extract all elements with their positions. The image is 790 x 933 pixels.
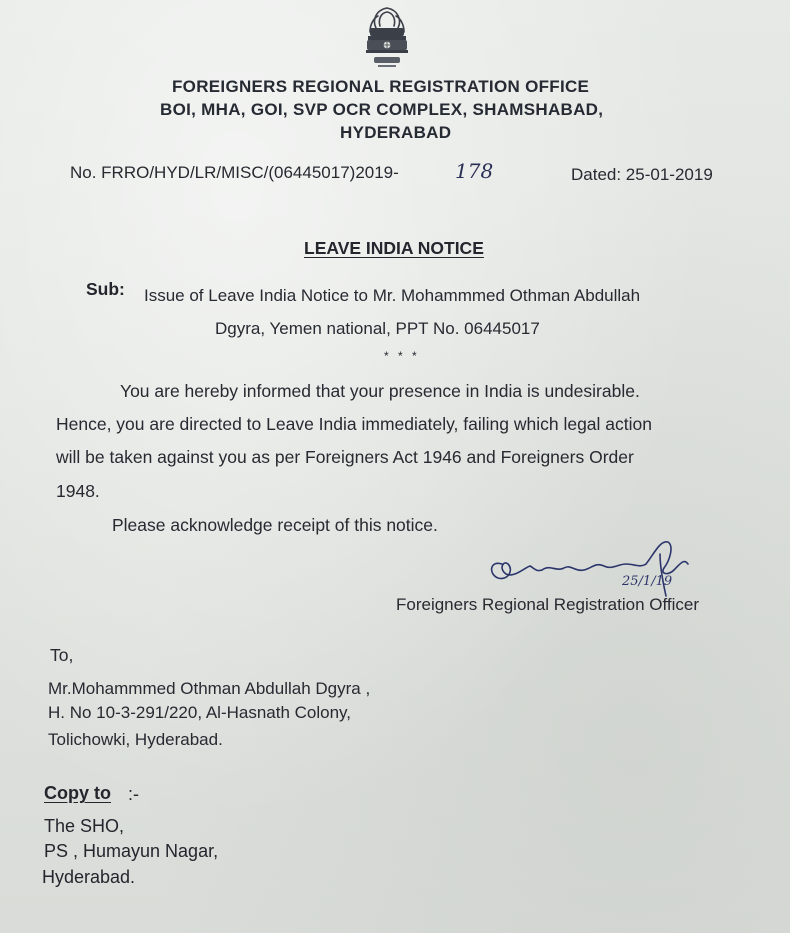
paragraph-line: 1948.	[56, 481, 100, 501]
recipient-address-line: Mr.Mohammmed Othman Abdullah Dgyra ,	[48, 679, 371, 698]
signature-date: 25/1/19	[622, 574, 673, 589]
office-name: FOREIGNERS REGIONAL REGISTRATION OFFICE	[172, 77, 590, 96]
office-address: BOI, MHA, GOI, SVP OCR COMPLEX, SHAMSHABAD,	[160, 100, 604, 119]
notice-date: Dated: 25-01-2019	[571, 165, 713, 184]
copy-to-line: The SHO,	[44, 816, 125, 836]
subject-line: Dgyra, Yemen national, PPT No. 06445017	[215, 319, 540, 338]
recipient-address-line: Tolichowki, Hyderabad.	[48, 730, 223, 749]
acknowledge-request: Please acknowledge receipt of this notice.	[112, 515, 438, 535]
paragraph-line: will be taken against you as per Foreigners Act 1946 and Foreigners Order	[56, 447, 634, 467]
office-city: HYDERABAD	[340, 123, 452, 142]
handwritten-reference-number: 178	[455, 159, 494, 183]
subject-line: Issue of Leave India Notice to Mr. Mohammmed Othman Abdullah	[144, 286, 641, 305]
national-emblem-icon	[358, 2, 416, 72]
copy-to-suffix: :-	[128, 784, 139, 804]
paragraph-line: Hence, you are directed to Leave India immediately, failing which legal action	[56, 414, 652, 434]
recipient-address-line: H. No 10-3-291/220, Al-Hasnath Colony,	[48, 703, 352, 722]
paragraph-line: You are hereby informed that your presence in India is undesirable.	[120, 381, 640, 401]
copy-to-line: PS , Humayun Nagar,	[44, 841, 219, 861]
officer-designation: Foreigners Regional Registration Officer	[396, 595, 699, 614]
copy-to-line: Hyderabad.	[42, 867, 136, 887]
copy-to-label: Copy to	[44, 783, 111, 803]
to-label: To,	[50, 645, 74, 665]
subject-label: Sub:	[86, 279, 125, 299]
section-separator: * * *	[384, 349, 420, 363]
officer-signature	[484, 534, 714, 604]
reference-number: No. FRRO/HYD/LR/MISC/(06445017)2019-	[70, 163, 399, 182]
notice-title: LEAVE INDIA NOTICE	[304, 238, 484, 258]
